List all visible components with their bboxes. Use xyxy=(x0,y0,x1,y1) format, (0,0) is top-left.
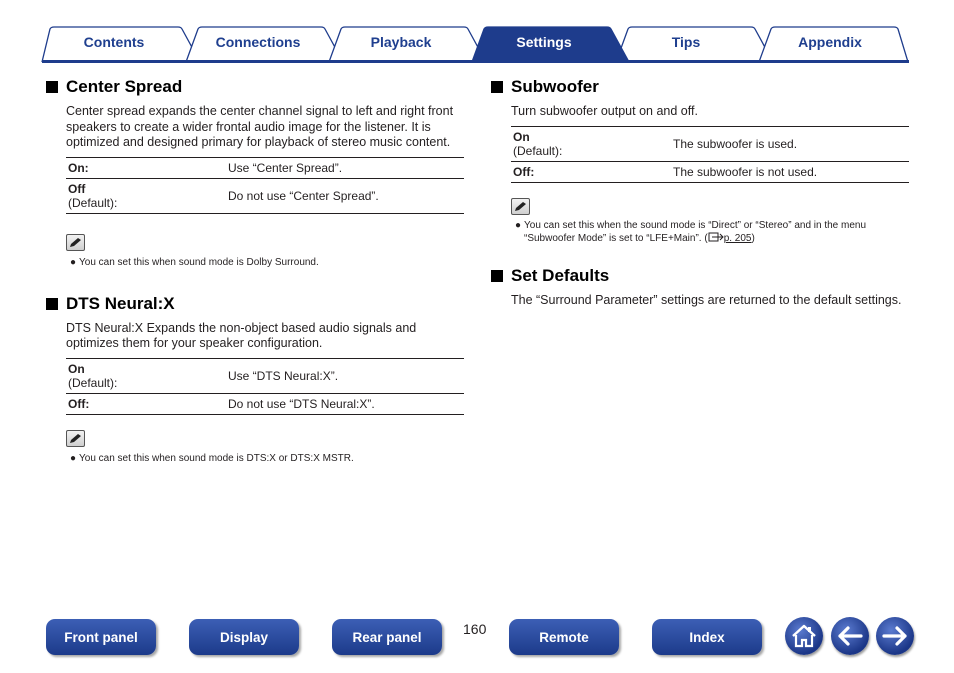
display-button[interactable]: Display xyxy=(189,619,299,655)
tab-tips[interactable]: Tips xyxy=(671,34,701,50)
tab-playback[interactable]: Playback xyxy=(370,34,432,50)
rear-panel-button[interactable]: Rear panel xyxy=(332,619,442,655)
front-panel-button[interactable]: Front panel xyxy=(46,619,156,655)
option-key: Off (Default): xyxy=(66,178,226,213)
center-spread-table xyxy=(66,157,464,214)
home-icon xyxy=(791,624,817,648)
tab-appendix[interactable]: Appendix xyxy=(798,34,862,50)
tab-settings[interactable]: Settings xyxy=(516,34,572,50)
table-row xyxy=(66,393,464,414)
section-bullet-icon xyxy=(46,81,58,93)
index-button[interactable]: Index xyxy=(652,619,762,655)
right-column xyxy=(491,76,909,308)
section-title-center-spread xyxy=(46,76,464,98)
option-desc: The subwoofer is not used. xyxy=(671,161,909,182)
option-key: On: xyxy=(66,157,226,178)
dts-neural-desc: DTS Neural:X Expands the non-object based audio signals and optimizes them for your speaker configuration. xyxy=(66,320,417,350)
dts-neural-table xyxy=(66,358,464,415)
forward-button[interactable] xyxy=(876,617,914,655)
option-key: Off: xyxy=(66,393,226,414)
table-row xyxy=(66,178,464,213)
center-spread-note: ● You can set this when sound mode is Dolby Surround. xyxy=(70,256,319,268)
option-desc: Use “DTS Neural:X”. xyxy=(226,358,464,393)
page-link[interactable]: p. 205 xyxy=(723,232,752,244)
option-desc: Use “Center Spread”. xyxy=(226,157,464,178)
remote-button[interactable]: Remote xyxy=(509,619,619,655)
tab-connections[interactable]: Connections xyxy=(215,34,301,50)
subwoofer-title: Subwoofer xyxy=(511,77,599,96)
section-bullet-icon xyxy=(491,81,503,93)
table-row xyxy=(511,161,909,182)
option-desc: The subwoofer is used. xyxy=(671,126,909,161)
top-tab-bar xyxy=(40,26,910,62)
page-number: 160 xyxy=(463,621,487,637)
option-key: On (Default): xyxy=(66,358,226,393)
option-key: On (Default): xyxy=(511,126,671,161)
section-title-set-defaults xyxy=(491,265,909,287)
home-button[interactable] xyxy=(785,617,823,655)
back-button[interactable] xyxy=(831,617,869,655)
option-key: Off: xyxy=(511,161,671,182)
subwoofer-desc: Turn subwoofer output on and off. xyxy=(511,104,698,118)
set-defaults-desc: The “Surround Parameter” settings are returned to the default settings. xyxy=(511,292,902,307)
option-desc: Do not use “Center Spread”. xyxy=(226,178,464,213)
dts-neural-title: DTS Neural:X xyxy=(66,293,175,313)
page-reference-icon xyxy=(708,232,724,242)
dts-neural-note: ● You can set this when sound mode is DTS:X or DTS:X MSTR. xyxy=(70,452,354,464)
table-row xyxy=(511,126,909,161)
center-spread-title: Center Spread xyxy=(66,77,183,96)
table-row xyxy=(66,157,464,178)
arrow-left-icon xyxy=(836,625,864,647)
tab-baseline xyxy=(42,60,909,63)
option-desc: Do not use “DTS Neural:X”. xyxy=(226,393,464,414)
section-bullet-icon xyxy=(46,298,58,310)
section-title-subwoofer xyxy=(491,76,909,98)
subwoofer-note: ● You can set this when the sound mode is “Direct” or “Stereo” and in the menu “Subwoofer Mode” is set to “LFE+Main”. ( p. 205) xyxy=(515,219,867,244)
arrow-right-icon xyxy=(881,625,909,647)
section-title-dts-neural xyxy=(46,293,464,315)
set-defaults-title: Set Defaults xyxy=(511,265,610,285)
table-row xyxy=(66,358,464,393)
pencil-note-icon xyxy=(66,234,85,251)
center-spread-desc: Center spread expands the center channel signal to left and right front speakers to create a wider frontal audio image for the listener. It is optimized and designed primary for playback of stereo music content. xyxy=(66,104,454,149)
tab-contents[interactable]: Contents xyxy=(83,34,145,50)
subwoofer-table xyxy=(511,126,909,183)
left-column xyxy=(46,76,464,465)
section-bullet-icon xyxy=(491,270,503,282)
pencil-note-icon xyxy=(66,430,85,447)
pencil-note-icon xyxy=(511,198,530,215)
